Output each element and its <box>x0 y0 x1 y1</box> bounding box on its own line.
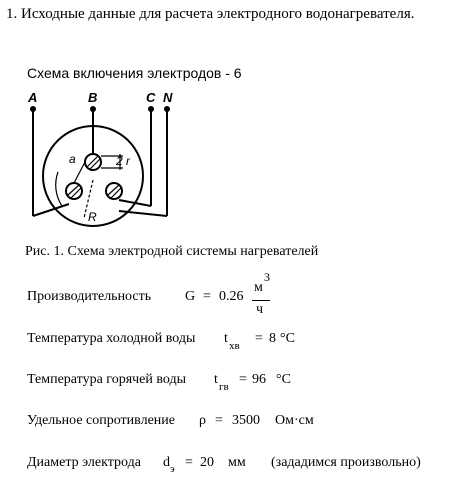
param-subscript-hot-water: гв <box>219 381 229 393</box>
label-a-terminal: A <box>28 90 38 105</box>
param-equals-hot-water: = <box>239 372 247 387</box>
label-r-dimension: R <box>88 210 97 224</box>
param-symbol-hot-water: t <box>214 372 218 387</box>
param-symbol-resistivity: ρ <box>199 413 206 428</box>
label-c-terminal: C <box>146 90 156 105</box>
wire-a-bottom <box>33 204 69 216</box>
param-subscript-cold-water: хв <box>229 340 240 352</box>
param-value-resistivity: 3500 <box>232 413 260 428</box>
param-equals-diameter: = <box>185 455 193 470</box>
electrode-right <box>106 183 122 199</box>
fraction-bar <box>252 300 270 301</box>
label-2r-dimension: 2 r <box>116 154 131 168</box>
param-unit-diameter: мм <box>228 455 246 470</box>
param-unit-cold-water: °C <box>280 331 295 346</box>
label-n-terminal: N <box>163 90 173 105</box>
param-equals-resistivity: = <box>215 413 223 428</box>
param-equals-productivity: = <box>203 289 211 304</box>
param-label-hot-water: Температура горячей воды <box>27 372 187 387</box>
param-value-cold-water: 8 <box>269 331 276 346</box>
terminal-b <box>90 106 96 112</box>
document-title: 1. Исходные данные для расчета электродного водонагревателя. <box>6 6 415 22</box>
param-label-diameter: Диаметр электрода <box>27 455 141 470</box>
param-unit-hot-water: °C <box>276 372 291 387</box>
param-note-diameter: (зададимся произвольно) <box>271 455 421 470</box>
param-unit-resistivity: Ом·см <box>275 413 314 428</box>
scheme-title: Схема включения электродов - 6 <box>27 65 242 81</box>
param-symbol-cold-water: t <box>224 331 228 346</box>
param-unit-num-productivity: м <box>254 280 263 295</box>
param-value-hot-water: 96 <box>252 372 266 387</box>
label-a-dimension: a <box>69 152 76 166</box>
terminal-a <box>30 106 36 112</box>
param-value-productivity: 0.26 <box>219 289 244 304</box>
param-subscript-diameter: э <box>170 463 175 475</box>
terminal-n <box>164 106 170 112</box>
param-symbol-diameter: d <box>163 455 170 470</box>
param-label-resistivity: Удельное сопротивление <box>27 413 175 428</box>
param-symbol-productivity: G <box>185 289 196 304</box>
param-equals-cold-water: = <box>255 331 263 346</box>
figure-caption: Рис. 1. Схема электродной системы нагревателей <box>25 244 319 259</box>
terminal-c <box>148 106 154 112</box>
param-unit-den-productivity: ч <box>256 302 264 317</box>
param-value-diameter: 20 <box>200 455 214 470</box>
label-b-terminal: B <box>88 90 98 105</box>
electrode-diagram <box>20 88 190 238</box>
electrode-top <box>85 154 101 170</box>
param-label-productivity: Производительность <box>27 289 152 304</box>
param-label-cold-water: Температура холодной воды <box>27 331 196 346</box>
param-unit-exp-productivity: 3 <box>264 270 270 284</box>
electrode-left <box>66 183 82 199</box>
